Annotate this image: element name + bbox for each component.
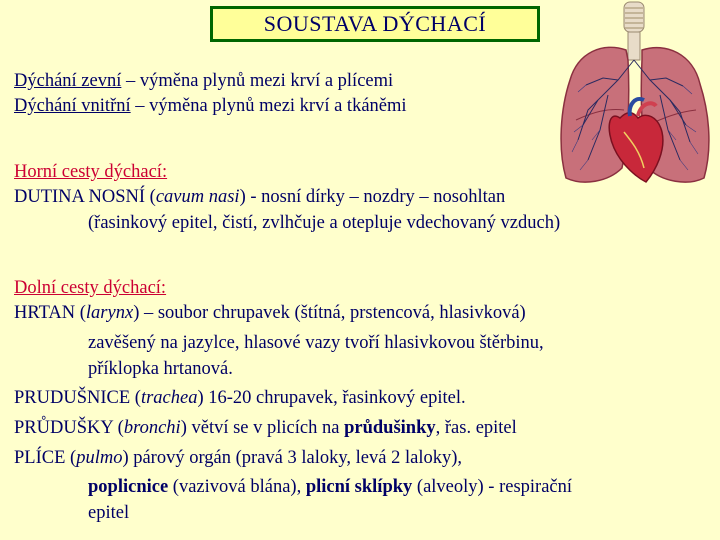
line-trachea: [14, 387, 466, 409]
term-external-breathing: Dýchání zevní: [14, 71, 122, 91]
intro-line-external-text: – výměna plynů mezi krví a plícemi: [121, 71, 394, 91]
line-larynx-2: zavěšený na jazylce, hlasové vazy tvoří hlasivkovou štěrbinu,: [88, 333, 544, 353]
line-lungs: [14, 447, 462, 469]
bronchi-epithelium: , řas. epitel: [435, 418, 517, 438]
term-internal-breathing: Dýchání vnitřní: [14, 96, 131, 116]
alveoli-term: plicní sklípky: [305, 477, 413, 497]
title-box: [210, 6, 540, 42]
line-nasal-cavity: [14, 186, 505, 208]
larynx-latin: larynx: [85, 303, 134, 323]
line-nasal-cavity-desc: (řasinkový epitel, čistí, zvlhčuje a otepluje vdechovaný vzduch): [88, 213, 561, 233]
trachea-detail: ) 16-20 chrupavek, řasinkový epitel.: [197, 388, 466, 408]
heading-lower-airways: Dolní cesty dýchací:: [14, 278, 167, 298]
line-larynx-3: příklopka hrtanová.: [88, 359, 233, 379]
line-larynx: [14, 302, 526, 324]
bronchi-detail: ) větví se v plicích na: [180, 418, 345, 438]
bronchioles-term: průdušinky: [344, 418, 436, 438]
larynx-detail: ) – soubor chrupavek (štítná, prstencová, hlasivková): [133, 303, 526, 323]
line-lungs-2: [14, 476, 572, 498]
bronchi-latin: bronchi: [123, 418, 181, 438]
pleura-detail: (vazivová blána),: [168, 477, 306, 497]
line-lungs-3: epitel: [88, 503, 130, 523]
bronchi-term: PRŮDUŠKY (: [14, 418, 124, 438]
lungs-illustration: [548, 0, 720, 190]
pleura-term: poplicnice: [88, 477, 169, 497]
nasal-cavity-detail: ) - nosní dírky – nozdry – nosohltan: [239, 187, 506, 207]
heading-upper-airways: Horní cesty dýchací:: [14, 162, 168, 182]
intro-line-external: [14, 70, 393, 92]
nasal-cavity-latin: cavum nasi: [155, 187, 240, 207]
lungs-detail: ) párový orgán (pravá 3 laloky, levá 2 laloky),: [122, 448, 463, 468]
intro-line-internal: [14, 95, 407, 117]
lungs-term: PLÍCE (: [14, 448, 77, 468]
nasal-cavity-term: DUTINA NOSNÍ (: [14, 187, 156, 207]
slide-title: SOUSTAVA DÝCHACÍ: [213, 9, 537, 39]
trachea-term: PRUDUŠNICE (: [14, 388, 141, 408]
larynx-term: HRTAN (: [14, 303, 86, 323]
alveoli-detail: (alveoly) - respirační: [412, 477, 573, 497]
lungs-latin: pulmo: [76, 448, 123, 468]
trachea-latin: trachea: [140, 388, 198, 408]
line-bronchi: [14, 417, 517, 439]
intro-line-internal-text: – výměna plynů mezi krví a tkáněmi: [130, 96, 407, 116]
